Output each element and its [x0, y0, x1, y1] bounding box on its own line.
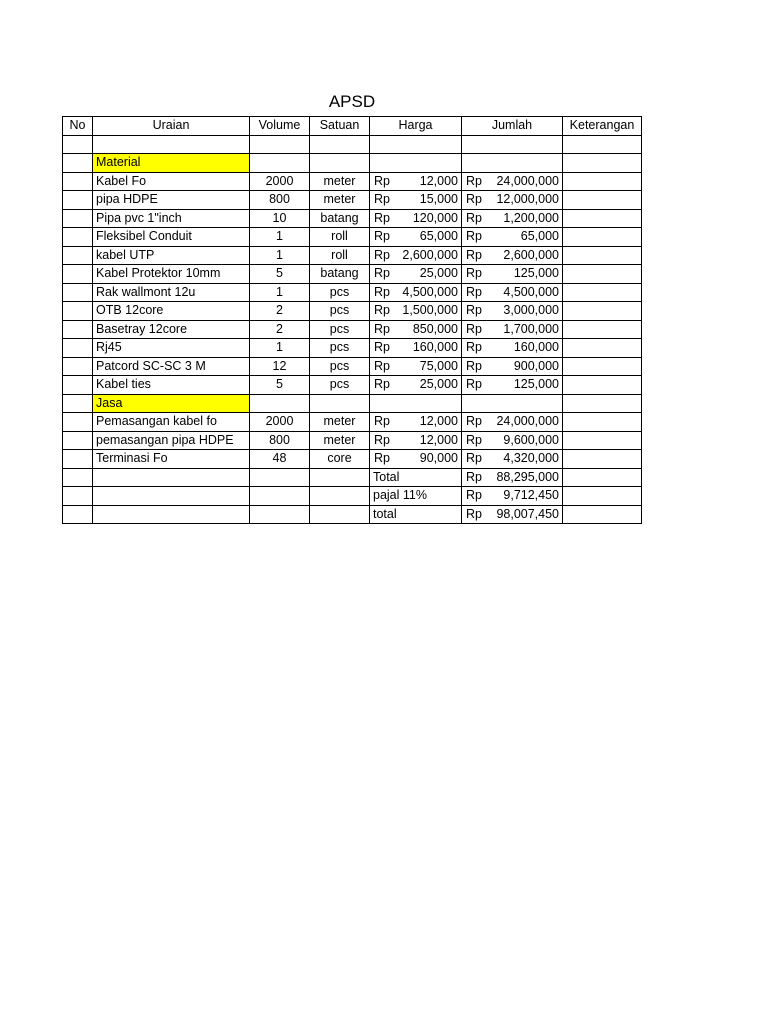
jumlah-amount [465, 321, 559, 338]
budget-table [62, 116, 642, 524]
amount-value: 25,000 [419, 377, 458, 392]
cell-harga[interactable] [370, 265, 462, 284]
table-row [63, 228, 642, 247]
currency-label: Rp [466, 284, 482, 299]
cell-volume[interactable]: 12 [250, 357, 310, 376]
cell-volume[interactable]: 2 [250, 302, 310, 321]
cell-no[interactable] [63, 376, 93, 395]
jumlah-amount [465, 432, 559, 449]
totals-label[interactable]: Total [370, 468, 462, 487]
amount-value: 25,000 [419, 266, 458, 281]
totals-amount [465, 487, 559, 504]
jumlah-amount [465, 173, 559, 190]
currency-label: Rp [466, 377, 482, 392]
totals-amount [465, 469, 559, 486]
cell-harga[interactable] [370, 302, 462, 321]
amount-value: 160,000 [412, 340, 458, 355]
cell[interactable] [563, 468, 642, 487]
cell[interactable] [370, 394, 462, 413]
cell-uraian[interactable]: pipa HDPE [93, 191, 250, 210]
cell-harga[interactable] [370, 339, 462, 358]
cell-volume[interactable]: 1 [250, 228, 310, 247]
currency-label: Rp [374, 247, 390, 262]
amount-value: 1,500,000 [402, 303, 458, 318]
cell[interactable] [250, 394, 310, 413]
amount-value: 125,000 [513, 266, 559, 281]
jumlah-amount [465, 265, 559, 282]
cell[interactable] [310, 394, 370, 413]
currency-label: Rp [466, 247, 482, 262]
cell-uraian[interactable]: Terminasi Fo [93, 450, 250, 469]
cell-jumlah[interactable] [462, 228, 563, 247]
section-row-material [63, 154, 642, 173]
cell-harga[interactable] [370, 450, 462, 469]
cell-keterangan[interactable] [563, 357, 642, 376]
cell-uraian[interactable]: Kabel Protektor 10mm [93, 265, 250, 284]
cell-uraian[interactable]: Fleksibel Conduit [93, 228, 250, 247]
cell[interactable] [563, 394, 642, 413]
cell-satuan[interactable]: pcs [310, 320, 370, 339]
cell[interactable] [462, 394, 563, 413]
cell-keterangan[interactable] [563, 450, 642, 469]
jumlah-amount [465, 228, 559, 245]
currency-label: Rp [374, 192, 390, 207]
amount-value: 4,500,000 [503, 284, 559, 299]
cell-harga[interactable] [370, 413, 462, 432]
sheet-title: APSD [328, 92, 376, 111]
cell-keterangan[interactable] [563, 172, 642, 191]
currency-label: Rp [466, 210, 482, 225]
currency-label: Rp [466, 173, 482, 188]
currency-label: Rp [466, 266, 482, 281]
cell-harga[interactable] [370, 209, 462, 228]
cell-harga[interactable] [370, 246, 462, 265]
section-label-material[interactable]: Material [93, 154, 250, 173]
cell-keterangan[interactable] [563, 431, 642, 450]
cell[interactable] [63, 505, 93, 524]
cell[interactable] [563, 154, 642, 173]
header-keterangan[interactable]: Keterangan [563, 117, 642, 136]
amount-value: 9,600,000 [503, 432, 559, 447]
amount-value: 850,000 [412, 321, 458, 336]
cell[interactable] [370, 135, 462, 154]
table-row [63, 265, 642, 284]
cell[interactable] [250, 135, 310, 154]
currency-label: Rp [466, 432, 482, 447]
cell[interactable] [250, 505, 310, 524]
currency-label: Rp [374, 303, 390, 318]
cell-keterangan[interactable] [563, 302, 642, 321]
amount-value: 160,000 [513, 340, 559, 355]
currency-label: Rp [374, 210, 390, 225]
amount-value: 4,320,000 [503, 451, 559, 466]
cell-keterangan[interactable] [563, 265, 642, 284]
amount-value: 88,295,000 [496, 469, 559, 484]
jumlah-amount [465, 358, 559, 375]
amount-value: 90,000 [419, 451, 458, 466]
harga-amount [373, 432, 458, 449]
header-no[interactable]: No [63, 117, 93, 136]
jumlah-amount [465, 450, 559, 467]
cell-no[interactable] [63, 172, 93, 191]
cell-no[interactable] [63, 413, 93, 432]
cell-harga[interactable] [370, 320, 462, 339]
cell-volume[interactable]: 800 [250, 431, 310, 450]
harga-amount [373, 191, 458, 208]
currency-label: Rp [466, 192, 482, 207]
currency-label: Rp [466, 451, 482, 466]
cell-volume[interactable]: 1 [250, 246, 310, 265]
amount-value: 1,700,000 [503, 321, 559, 336]
cell-keterangan[interactable] [563, 320, 642, 339]
cell-jumlah[interactable] [462, 413, 563, 432]
cell-harga[interactable] [370, 431, 462, 450]
amount-value: 65,000 [520, 229, 559, 244]
currency-label: Rp [374, 432, 390, 447]
currency-label: Rp [374, 377, 390, 392]
header-satuan[interactable]: Satuan [310, 117, 370, 136]
cell[interactable] [63, 468, 93, 487]
cell[interactable] [310, 135, 370, 154]
harga-amount [373, 210, 458, 227]
cell[interactable] [63, 154, 93, 173]
cell-volume[interactable]: 1 [250, 339, 310, 358]
cell-jumlah[interactable] [462, 265, 563, 284]
cell[interactable] [310, 505, 370, 524]
table-row [63, 339, 642, 358]
cell-satuan[interactable]: meter [310, 172, 370, 191]
cell-no[interactable] [63, 302, 93, 321]
cell-satuan[interactable]: pcs [310, 283, 370, 302]
totals-label[interactable]: pajal 11% [370, 487, 462, 506]
cell-satuan[interactable]: meter [310, 431, 370, 450]
cell-volume[interactable]: 2000 [250, 413, 310, 432]
totals-amount [465, 506, 559, 523]
harga-amount [373, 302, 458, 319]
currency-label: Rp [374, 266, 390, 281]
cell-keterangan[interactable] [563, 191, 642, 210]
section-row-jasa [63, 394, 642, 413]
totals-row [63, 505, 642, 524]
amount-value: 900,000 [513, 358, 559, 373]
cell-jumlah[interactable] [462, 283, 563, 302]
currency-label: Rp [466, 340, 482, 355]
jumlah-amount [465, 191, 559, 208]
cell-volume[interactable]: 5 [250, 376, 310, 395]
harga-amount [373, 413, 458, 430]
cell[interactable] [370, 154, 462, 173]
table-row [63, 302, 642, 321]
table-row [63, 320, 642, 339]
cell-no[interactable] [63, 320, 93, 339]
currency-label: Rp [466, 414, 482, 429]
cell-keterangan[interactable] [563, 413, 642, 432]
cell-harga[interactable] [370, 191, 462, 210]
cell-uraian[interactable]: Kabel ties [93, 376, 250, 395]
cell-no[interactable] [63, 450, 93, 469]
amount-value: 3,000,000 [503, 303, 559, 318]
cell-harga[interactable] [370, 172, 462, 191]
table-row [63, 431, 642, 450]
cell-jumlah[interactable] [462, 302, 563, 321]
amount-value: 120,000 [412, 210, 458, 225]
cell-jumlah[interactable] [462, 450, 563, 469]
amount-value: 4,500,000 [402, 284, 458, 299]
cell-no[interactable] [63, 246, 93, 265]
cell-jumlah[interactable] [462, 376, 563, 395]
currency-label: Rp [466, 506, 482, 521]
table-row [63, 172, 642, 191]
amount-value: 12,000 [419, 414, 458, 429]
cell[interactable] [462, 135, 563, 154]
cell-no[interactable] [63, 431, 93, 450]
cell-uraian[interactable]: Basetray 12core [93, 320, 250, 339]
cell[interactable] [63, 135, 93, 154]
cell-jumlah[interactable] [462, 431, 563, 450]
cell-no[interactable] [63, 265, 93, 284]
cell[interactable] [250, 487, 310, 506]
totals-row [63, 468, 642, 487]
cell-satuan[interactable]: pcs [310, 302, 370, 321]
header-jumlah[interactable]: Jumlah [462, 117, 563, 136]
cell-keterangan[interactable] [563, 339, 642, 358]
header-uraian[interactable]: Uraian [93, 117, 250, 136]
cell-satuan[interactable]: batang [310, 209, 370, 228]
currency-label: Rp [374, 414, 390, 429]
cell-uraian[interactable]: pemasangan pipa HDPE [93, 431, 250, 450]
table-row [63, 191, 642, 210]
cell-no[interactable] [63, 283, 93, 302]
harga-amount [373, 321, 458, 338]
cell-keterangan[interactable] [563, 376, 642, 395]
cell-satuan[interactable]: meter [310, 191, 370, 210]
harga-amount [373, 265, 458, 282]
cell[interactable] [250, 468, 310, 487]
currency-label: Rp [466, 358, 482, 373]
table-row [63, 357, 642, 376]
totals-label[interactable]: total [370, 505, 462, 524]
currency-label: Rp [374, 173, 390, 188]
cell-harga[interactable] [370, 283, 462, 302]
amount-value: 2,600,000 [503, 247, 559, 262]
cell-satuan[interactable]: core [310, 450, 370, 469]
amount-value: 75,000 [419, 358, 458, 373]
cell-jumlah[interactable] [462, 320, 563, 339]
amount-value: 2,600,000 [402, 247, 458, 262]
cell-uraian[interactable]: Pipa pvc 1"inch [93, 209, 250, 228]
cell-keterangan[interactable] [563, 246, 642, 265]
cell[interactable] [563, 487, 642, 506]
cell-volume[interactable]: 2 [250, 320, 310, 339]
currency-label: Rp [374, 321, 390, 336]
cell[interactable] [93, 505, 250, 524]
table-row [63, 246, 642, 265]
table-row [63, 376, 642, 395]
table-row [63, 283, 642, 302]
cell-jumlah[interactable] [462, 191, 563, 210]
jumlah-amount [465, 413, 559, 430]
header-row [63, 117, 642, 136]
currency-label: Rp [466, 321, 482, 336]
cell[interactable] [310, 468, 370, 487]
currency-label: Rp [374, 229, 390, 244]
amount-value: 24,000,000 [496, 173, 559, 188]
harga-amount [373, 247, 458, 264]
currency-label: Rp [374, 358, 390, 373]
header-harga[interactable]: Harga [370, 117, 462, 136]
cell-satuan[interactable]: meter [310, 413, 370, 432]
cell-no[interactable] [63, 339, 93, 358]
cell-satuan[interactable]: batang [310, 265, 370, 284]
blank-row [63, 135, 642, 154]
cell[interactable] [93, 135, 250, 154]
cell-keterangan[interactable] [563, 283, 642, 302]
cell[interactable] [310, 154, 370, 173]
cell-keterangan[interactable] [563, 209, 642, 228]
cell-harga[interactable] [370, 376, 462, 395]
cell-satuan[interactable]: roll [310, 228, 370, 247]
cell-satuan[interactable]: pcs [310, 376, 370, 395]
cell-jumlah[interactable] [462, 172, 563, 191]
amount-value: 98,007,450 [496, 506, 559, 521]
cell-uraian[interactable]: Kabel Fo [93, 172, 250, 191]
cell[interactable] [63, 487, 93, 506]
harga-amount [373, 358, 458, 375]
cell-no[interactable] [63, 191, 93, 210]
cell-keterangan[interactable] [563, 228, 642, 247]
cell[interactable] [310, 487, 370, 506]
cell-jumlah[interactable] [462, 339, 563, 358]
cell-uraian[interactable]: OTB 12core [93, 302, 250, 321]
cell-volume[interactable]: 2000 [250, 172, 310, 191]
cell-satuan[interactable]: pcs [310, 357, 370, 376]
cell-uraian[interactable]: kabel UTP [93, 246, 250, 265]
cell-jumlah[interactable] [462, 209, 563, 228]
cell-volume[interactable]: 800 [250, 191, 310, 210]
cell-satuan[interactable]: pcs [310, 339, 370, 358]
cell[interactable] [93, 468, 250, 487]
totals-amount-cell[interactable] [462, 468, 563, 487]
jumlah-amount [465, 376, 559, 393]
amount-value: 24,000,000 [496, 414, 559, 429]
totals-row [63, 487, 642, 506]
totals-amount-cell[interactable] [462, 505, 563, 524]
currency-label: Rp [374, 340, 390, 355]
cell-uraian[interactable]: Rak wallmont 12u [93, 283, 250, 302]
currency-label: Rp [466, 303, 482, 318]
cell-harga[interactable] [370, 228, 462, 247]
amount-value: 65,000 [419, 229, 458, 244]
jumlah-amount [465, 247, 559, 264]
section-label-jasa[interactable]: Jasa [93, 394, 250, 413]
jumlah-amount [465, 339, 559, 356]
cell-harga[interactable] [370, 357, 462, 376]
cell-no[interactable] [63, 228, 93, 247]
totals-amount-cell[interactable] [462, 487, 563, 506]
cell-uraian[interactable]: Pemasangan kabel fo [93, 413, 250, 432]
amount-value: 12,000,000 [496, 192, 559, 207]
cell-satuan[interactable]: roll [310, 246, 370, 265]
cell-uraian[interactable]: Patcord SC-SC 3 M [93, 357, 250, 376]
cell-jumlah[interactable] [462, 357, 563, 376]
cell[interactable] [563, 505, 642, 524]
currency-label: Rp [374, 451, 390, 466]
cell[interactable] [563, 135, 642, 154]
cell-uraian[interactable]: Rj45 [93, 339, 250, 358]
amount-value: 1,200,000 [503, 210, 559, 225]
cell[interactable] [462, 154, 563, 173]
cell-volume[interactable]: 1 [250, 283, 310, 302]
table-row [63, 209, 642, 228]
cell-no[interactable] [63, 209, 93, 228]
jumlah-amount [465, 284, 559, 301]
currency-label: Rp [466, 229, 482, 244]
harga-amount [373, 450, 458, 467]
amount-value: 125,000 [513, 377, 559, 392]
amount-value: 12,000 [419, 432, 458, 447]
table-row [63, 450, 642, 469]
harga-amount [373, 173, 458, 190]
cell[interactable] [63, 394, 93, 413]
cell-no[interactable] [63, 357, 93, 376]
harga-amount [373, 339, 458, 356]
amount-value: 12,000 [419, 173, 458, 188]
table-row [63, 413, 642, 432]
currency-label: Rp [374, 284, 390, 299]
amount-value: 15,000 [419, 192, 458, 207]
jumlah-amount [465, 210, 559, 227]
cell-volume[interactable]: 48 [250, 450, 310, 469]
currency-label: Rp [466, 469, 482, 484]
cell-volume[interactable]: 10 [250, 209, 310, 228]
cell[interactable] [93, 487, 250, 506]
cell[interactable] [250, 154, 310, 173]
header-volume[interactable]: Volume [250, 117, 310, 136]
cell-volume[interactable]: 5 [250, 265, 310, 284]
amount-value: 9,712,450 [503, 488, 559, 503]
jumlah-amount [465, 302, 559, 319]
harga-amount [373, 376, 458, 393]
cell-jumlah[interactable] [462, 246, 563, 265]
harga-amount [373, 284, 458, 301]
harga-amount [373, 228, 458, 245]
currency-label: Rp [466, 488, 482, 503]
